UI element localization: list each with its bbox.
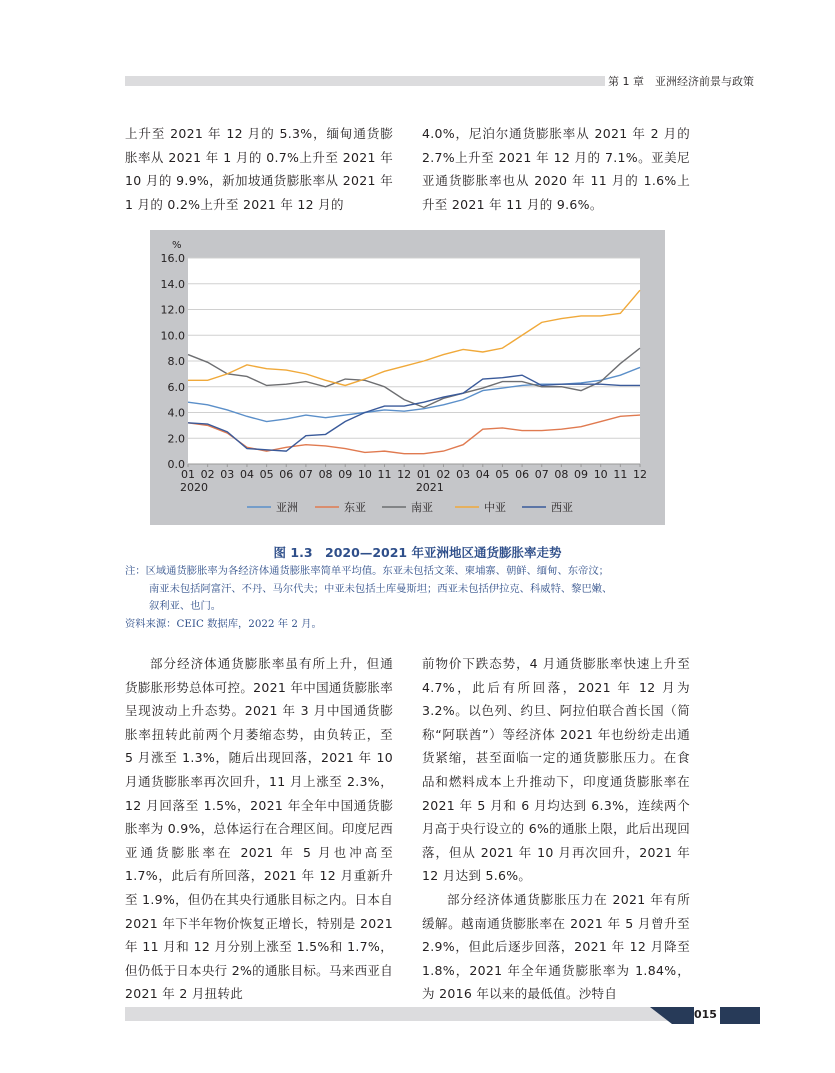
footer-bar xyxy=(125,1007,675,1021)
x-tick-label: 11 xyxy=(613,468,628,481)
y-tick-label: 4.0 xyxy=(167,406,185,420)
x-tick-label: 10 xyxy=(357,468,372,481)
header-bar xyxy=(125,76,605,86)
paragraph-text: 部分经济体通货膨胀率虽有所上升，但通货膨胀形势总体可控。2021 年中国通货膨胀率呈现波动上升态势。2021 年 3 月中国通货膨胀率扭转此前两个月萎缩态势，由负转正，至 5 月涨至 1.3%，随后出现回落，2021 年 10 月通货膨胀率再次回升，11 月上涨至 2.3%，12 月回落至 1.5%，2021 年全年中国通货膨胀率为 0.9%，总体运行在合理区间。印度尼西亚通货膨胀率在 2021 年 5 月也冲高至 1.7%，此后有所回落，2021 年 12 月重新升至 1.9%，但仍在其央行通胀目标之内。日本自 2021 年下半年物价恢复正增长，特别是 2021 年 11 月和 12 月分别上涨至 1.5%和 1.7%，但仍低于日本央行 2%的通胀目标。马来西亚自 2021 年 2 月扭转此 xyxy=(125,656,393,1002)
legend-label: 南亚 xyxy=(411,501,433,514)
chapter-header: 第 1 章 亚洲经济前景与政策 xyxy=(608,75,754,88)
x-tick-label: 06 xyxy=(279,468,294,481)
figure-notes xyxy=(125,563,700,633)
y-tick-label: 2.0 xyxy=(167,432,185,446)
x-tick-label: 08 xyxy=(318,468,333,481)
note-line: 叙利亚、也门。 xyxy=(149,600,222,612)
x-year-label: 2021 xyxy=(415,481,444,494)
paragraph-text: 前物价下跌态势，4 月通货膨胀率快速上升至 4.7%，此后有所回落，2021 年 12 月为 3.2%。以色列、约旦、阿拉伯联合酋长国（简称“阿联酋”）等经济体 2021 年也纷纷走出通货紧缩，甚至面临一定的通货膨胀压力。在食品和燃料成本上升推动下，印度通货膨胀率在 2021 年 5 月和 6 月均达到 6.3%，连续两个月高于央行设立的 6%的通胀上限，此后出现回落，但从 2021 年 10 月再次回升，2021 年 12 月达到 5.6%。 xyxy=(422,656,690,884)
inflation-chart xyxy=(150,230,665,525)
x-tick-label: 12 xyxy=(633,468,647,481)
top-right-paragraph xyxy=(422,122,690,216)
top-left-paragraph xyxy=(125,122,393,216)
y-tick-label: 12.0 xyxy=(160,303,185,317)
x-tick-label: 05 xyxy=(495,468,510,481)
x-tick-label: 06 xyxy=(515,468,530,481)
y-tick-label: 8.0 xyxy=(167,355,185,368)
page-number: 015 xyxy=(694,1008,717,1021)
y-tick-label: 6.0 xyxy=(167,380,185,394)
body-left-column xyxy=(125,652,393,1006)
x-tick-label: 12 xyxy=(397,468,412,481)
x-tick-label: 02 xyxy=(200,468,215,481)
x-tick-label: 01 xyxy=(181,468,195,481)
legend-label: 东亚 xyxy=(344,501,366,514)
x-tick-label: 11 xyxy=(377,468,392,481)
y-tick-label: 0.0 xyxy=(167,458,185,471)
x-year-label: 2020 xyxy=(180,481,208,494)
x-tick-label: 03 xyxy=(456,468,471,481)
x-tick-label: 04 xyxy=(239,468,254,481)
x-tick-label: 09 xyxy=(338,468,353,481)
note-line: 注：区域通货膨胀率为各经济体通货膨胀率简单平均值。东亚未包括文莱、柬埔寨、朝鲜、缅甸、东帝汶； xyxy=(125,565,609,577)
source-line: 资料来源：CEIC 数据库，2022 年 2 月。 xyxy=(125,617,322,630)
body-right-column xyxy=(422,652,690,1006)
paragraph-text: 部分经济体通货膨胀压力在 2021 年有所缓解。越南通货膨胀率在 2021 年 5 月曾升至 2.9%，但此后逐步回落，2021 年 12 月降至 1.8%，2021 年全年通货膨胀率为 1.84%，为 2016 年以来的最低值。沙特自 xyxy=(422,891,690,1002)
paragraph-text: 上升至 2021 年 12 月的 5.3%，缅甸通货膨胀率从 2021 年 1 月的 0.7%上升至 2021 年 10 月的 9.9%，新加坡通货膨胀率从 2021 年 1 月的 0.2%上升至 2021 年 12 月的 xyxy=(125,126,393,212)
x-tick-label: 01 xyxy=(416,468,431,481)
x-tick-label: 07 xyxy=(534,468,549,481)
x-tick-label: 02 xyxy=(436,468,451,481)
y-tick-label: 16.0 xyxy=(160,252,185,265)
page-number-box xyxy=(690,1007,760,1024)
legend-label: 亚洲 xyxy=(276,501,298,514)
x-tick-label: 07 xyxy=(298,468,313,481)
y-tick-label: 14.0 xyxy=(160,277,185,291)
x-tick-label: 09 xyxy=(574,468,589,481)
footer-triangle xyxy=(650,1007,690,1024)
note-line: 南亚未包括阿富汗、不丹、马尔代夫；中亚未包括土库曼斯坦；西亚未包括伊拉克、科威特、黎巴嫩、 xyxy=(149,582,613,595)
x-tick-label: 05 xyxy=(259,468,274,481)
figure-title: 图 1.3 2020—2021 年亚洲地区通货膨胀率走势 xyxy=(273,545,562,560)
chart-svg xyxy=(150,230,665,525)
y-tick-label: 10.0 xyxy=(160,329,185,343)
y-axis-unit: % xyxy=(172,240,182,251)
x-tick-label: 10 xyxy=(593,468,608,481)
x-tick-label: 03 xyxy=(220,468,235,481)
x-tick-label: 04 xyxy=(475,468,490,481)
legend-label: 西亚 xyxy=(551,501,573,514)
legend-label: 中亚 xyxy=(484,501,506,514)
x-tick-label: 08 xyxy=(554,468,569,481)
paragraph-text: 4.0%，尼泊尔通货膨胀率从 2021 年 2 月的 2.7%上升至 2021 年 12 月的 7.1%。亚美尼亚通货膨胀率也从 2020 年 11 月的 1.6%上升至 2021 年 11 月的 9.6%。 xyxy=(422,126,690,212)
